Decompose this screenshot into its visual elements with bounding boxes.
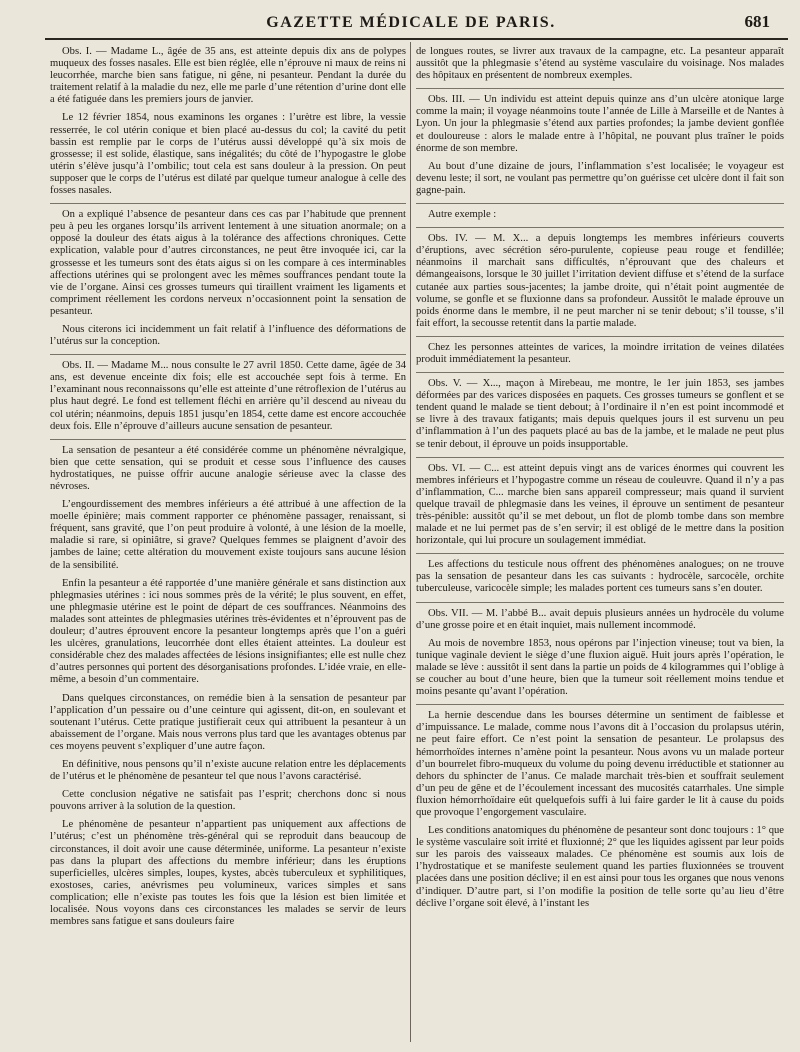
paragraph: Au mois de novembre 1853, nous opérons par l’injection vineuse; tout va bien, la tunique vaginale devient le siège d’une fluxion aiguë. Huit jours après l’opération, le malade se lève : aussitôt il sent dans la partie un poids de 4 kilogrammes qui l’oblige à se coucher au bout d’une heure, bien que la tumeur soit réellement moins tendue et moins pesante qu’avant l’opération. bbox=[416, 637, 784, 698]
paragraph: Nous citerons ici incidemment un fait relatif à l’influence des déformations de l’utérus sur la conception. bbox=[50, 323, 406, 348]
section-separator bbox=[416, 203, 784, 204]
section-separator bbox=[50, 439, 406, 440]
journal-title: GAZETTE MÉDICALE DE PARIS. bbox=[266, 14, 556, 31]
left-column bbox=[50, 46, 406, 1044]
paragraph: Obs. I. — Madame L., âgée de 35 ans, est atteinte depuis dix ans de polypes muqueux des fosses nasales. Elle est bien réglée, elle n’éprouve ni maux de reins ni leucorrhée, marche bien sans fatigue, ni gêne, ni pesanteur. Pendant la durée du traitement relatif à la maladie du nez, elle me parle d’une rétention d’urine dont elle a été fatiguée dans les premiers jours de janvier. bbox=[50, 46, 406, 106]
section-separator bbox=[416, 227, 784, 228]
paragraph: L’engourdissement des membres inférieurs a été attribué à une affection de la moelle épinière; mais comment rapporter ce phénomène passager, renaissant, si fréquent, sans gravité, que l’on peut produire à volonté, à une lésion de la moelle, maladie si rare, si opiniâtre, si grave? Quelques femmes se plaignent d’avoir des jambes de laine; cette altération du mouvement existe toujours sans aucune lésion de la sensibilité. bbox=[50, 499, 406, 571]
paragraph: Au bout d’une dizaine de jours, l’inflammation s’est localisée; le voyageur est devenu leste; il sort, ne voulant pas permettre qu’on guérisse cet ulcère dont il fait son gagne-pain. bbox=[416, 160, 784, 196]
section-separator bbox=[416, 602, 784, 603]
paragraph: On a expliqué l’absence de pesanteur dans ces cas par l’habitude que prennent peu à peu les organes lorsqu’ils arrivent lentement à une situation anormale; on a opposé la douleur des états aigus à la tolérance des affections chroniques. Cette explication, valable pour d’autres circonstances, ne peut être invoquée ici, car la grossesse et les tumeurs sont des états aigus si on les compare à ces interminables affections utérines qui se prolongent avec les mêmes souffrances pendant toute la vie de l’organe. Ainsi ces grosses tumeurs qui tiraillent vraiment les ligaments et compriment réellement les cordons nerveux n’occasionnent point la sensation de pesanteur. bbox=[50, 209, 406, 317]
paragraph: Autre exemple : bbox=[428, 209, 497, 221]
paragraph: de longues routes, se livrer aux travaux de la campagne, etc. La pesanteur apparaît aussitôt que la phlegmasie s’étend au système vasculaire du voisinage. Nos malades des hôpitaux en présentent de nombreux exemples. bbox=[416, 46, 784, 82]
column-divider bbox=[410, 42, 411, 1042]
paragraph: Cette conclusion négative ne satisfait pas l’esprit; cherchons donc si nous pouvons arriver à la solution de la question. bbox=[50, 789, 406, 813]
section-separator bbox=[416, 457, 784, 458]
paragraph: Dans quelques circonstances, on remédie bien à la sensation de pesanteur par l’application d’un pessaire ou d’une ceinture qui agissent, dit-on, en soulevant et soutenant l’utérus. Cette pratique justifierait ceux qui attribuent la pesanteur à un abaissement de l’organe. Mais nous verrons plus tard que les avantages obtenus par ces moyens peuvent s’expliquer d’une autre façon. bbox=[50, 692, 406, 752]
paragraph: Obs. II. — Madame M... nous consulte le 27 avril 1850. Cette dame, âgée de 34 ans, est devenue enceinte dix fois; elle est accouchée sept fois à terme. En l’examinant nous reconnaissons qu’elle est atteinte d’une rétroflexion de l’utérus au plus haut degré. Le fond est tellement fléchi en arrière qu’il descend au niveau du col utérin; néanmoins, depuis 1851 jusqu’en 1854, cette dame est encore accouchée deux fois. Elle n’éprouve d’ailleurs aucune sensation de pesanteur. bbox=[50, 360, 406, 432]
paragraph: La hernie descendue dans les bourses détermine un sentiment de faiblesse et d’impuissance. Le malade, comme nous l’avons dit à l’occasion du prolapsus utérin, ne peut faire effort. Ce n’est point la sensation de pesanteur. Le prolapsus des hémorrhoïdes internes n’amène point la pesanteur. Nous avons vu un malade porteur d’un bourrelet fibro-muqueux du volume du poing devenu irréductible et stationner au dehors du sphincter de l’anus. Ce malade marchait très-bien et souffrait seulement d’un peu de gêne et de l’écoulement incessant des mucosités catarrhales. Une simple fluxion hémorrhoïdaire eût quelquefois suffi à lui faire garder le lit à cause du poids que provoque l’engorgement vasculaire. bbox=[416, 710, 784, 818]
section-separator bbox=[416, 88, 784, 89]
paragraph: En définitive, nous pensons qu’il n’existe aucune relation entre les déplacements de l’utérus et le phénomène de pesanteur tel que nous l’avons caractérisé. bbox=[50, 758, 406, 783]
paragraph: Les conditions anatomiques du phénomène de pesanteur sont donc toujours : 1° que le système vasculaire soit irrité et fluxionné; 2° que les liquides agissent par leur poids sur les parois des vaisseaux malades. Ce phénomène est soumis aux lois de l’hydrostatique et se manifeste seulement quand les parties fluxionnées se trouvent placées dans une position déclive; il en est ainsi pour tous les organes que nous venons d’indiquer. D’autre part, si l’on modifie la position de telle sorte qu’au lieu d’être déclive l’organe soit élevé, à l’instant les bbox=[416, 825, 784, 909]
paragraph: Les affections du testicule nous offrent des phénomènes analogues; on ne trouve pas la sensation de pesanteur dans les cas suivants : hydrocèle, sarcocèle, orchite tuberculeuse, varicocèle simple; les malades portent ces tumeurs sans s’en douter. bbox=[416, 559, 784, 595]
paragraph: Obs. VII. — M. l’abbé B... avait depuis plusieurs années un hydrocèle du volume d’une grosse poire et en était inquiet, mais nullement incommodé. bbox=[416, 607, 784, 631]
paragraph: Obs. VI. — C... est atteint depuis vingt ans de varices énormes qui couvrent les membres inférieurs et l’hypogastre comme un réseau de couleuvre. Quand il n’y a pas d’inflammation, C... marche bien sans appareil compresseur; mais quand il survient quelque travail de phlegmasie dans les veines, il éprouve un sentiment de pesanteur très-pénible: aussitôt qu’il se met debout, un flot de plomb tombe dans son membre malade et ne lui permet pas de s’en servir; il est obligé de le mettre dans la position horizontale, qui lui procure un soulagement immédiat. bbox=[416, 462, 784, 547]
header-rule bbox=[45, 38, 788, 40]
section-separator bbox=[50, 354, 406, 355]
paragraph: La sensation de pesanteur a été considérée comme un phénomène névralgique, bien que cette sensation, qui se produit et cesse sous l’influence des causes hydrostatiques, ne puisse offrir aucune analogie sérieuse avec la classe des névroses. bbox=[50, 444, 406, 492]
section-separator bbox=[416, 704, 784, 705]
paragraph: Chez les personnes atteintes de varices, la moindre irritation de veines dilatées produit immédiatement la pesanteur. bbox=[416, 341, 784, 365]
section-separator bbox=[416, 372, 784, 373]
paragraph: Obs. III. — Un individu est atteint depuis quinze ans d’un ulcère atonique large comme la main; il voyage néanmoins toute l’année de Lille à Marseille et de Nantes à Lyon. Un jour la phlegmasie s’étend aux parties profondes; la jambe devient gonflée et douloureuse : alors le malade entre à l’hôpital, ne pouvant plus traîner le poids énorme de son membre. bbox=[416, 94, 784, 154]
page-number: 681 bbox=[744, 12, 770, 31]
section-separator bbox=[416, 336, 784, 337]
section-separator bbox=[416, 553, 784, 554]
section-separator bbox=[50, 203, 406, 204]
page-header bbox=[40, 12, 782, 36]
paragraph: Obs. V. — X..., maçon à Mirebeau, me montre, le 1er juin 1853, ses jambes déformées par des varices disposées en paquets. Ces grosses tumeurs se gonflent et se tendent quand le malade se tient debout; à l’ordinaire il n’en est point incommodé et se livre à des travaux fatigants; mais depuis quelques jours il est survenu un peu d’inflammation à l’un des paquets placé au bas de la jambe, et le malade ne peut plus se tenir debout, il éprouve un poids insupportable. bbox=[416, 378, 784, 450]
paragraph: Le 12 février 1854, nous examinons les organes : l’urètre est libre, la vessie resserrée, le col utérin conique et bien placé au-dessus du col; la cavité du petit bassin est remplie par le corps de l’utérus aussi développé qu’à six mois de grossesse; il est solide, élastique, sans inégalités; du côté de l’hypogastre le globe utérin s’élève jusqu’à l’ombilic; tout cela est sans douleur à la pression. On peut supposer que le corps de l’utérus est dilaté par quelque tumeur analogue à celle des fosses nasales. bbox=[50, 112, 406, 197]
paragraph: Obs. IV. — M. X... a depuis longtemps les membres inférieurs couverts d’éruptions, avec sécrétion séro-purulente, copieuse peau rouge et fendillée; néanmoins il marchait sans difficultés, n’éprouvant que des chaleurs et démangeaisons, lorsque le 30 juillet l’irritation devient diffuse et s’étend de la surface cutanée aux parties sous-jacentes; la jambe droite, qui n’était point augmentée de volume, se gonfle et se fluxionne dans sa profondeur. Aussitôt le malade éprouve un poids énorme dans le membre, il ne peut marcher ni se tenir debout; s’il tousse, s’il fait effort, la secousse retentit dans la partie malade. bbox=[416, 233, 784, 329]
paragraph: Enfin la pesanteur a été rapportée d’une manière générale et sans distinction aux phlegmasies utérines : ici nous sommes près de la vérité; le plus souvent, en effet, une phlegmasie utérine est le point de départ de ces souffrances. Néanmoins des malades sont atteintes de phlegmasies utérines très-évidentes et n’éprouvent pas de douleur; d’autres éprouvent encore la pesanteur longtemps après que l’on a guéri les ulcères, granulations, leucorrhée dont elles étaient atteintes. La douleur est considérable chez des malades affectées de lésions insignifiantes; elle est nulle chez d’autres personnes qui portent des désorganisations profondes. L’idée vraie, en elle-même, a besoin d’un commentaire. bbox=[50, 577, 406, 686]
right-column bbox=[416, 46, 784, 1044]
paragraph: Le phénomène de pesanteur n’appartient pas uniquement aux affections de l’utérus; c’est un phénomène très-général qui se reproduit dans beaucoup de circonstances, il doit avoir une cause déterminée, uniforme. La pesanteur n’existe pas dans la plupart des affections du membre inférieur; dans les éruptions superficielles, ulcères simples, loupes, kystes, abcès tuberculeux et syphilitiques, exostoses, caries, anévrismes peu volumineux, varices simples et sans complication; elle n’existe pas toutes les fois que la lésion est bien limitée et localisée. Nous voyons dans ces circonstances les malades se servir de leurs membres sans fatigue et sans douleurs faire bbox=[50, 819, 406, 928]
